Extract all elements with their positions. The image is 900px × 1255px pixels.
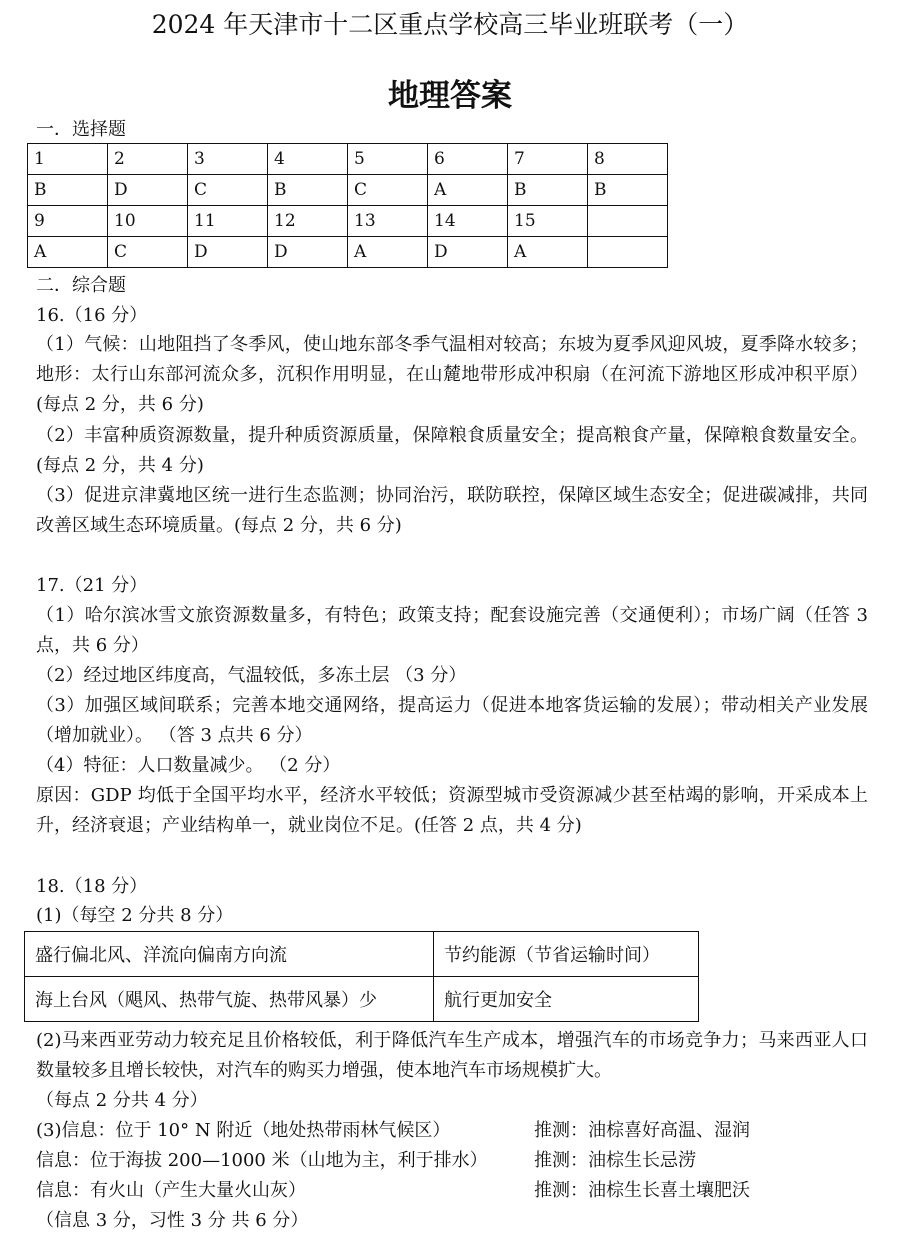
question-16-header: 16.（16 分） [36,305,148,326]
section-heading-comprehensive: 二．综合题 [36,275,126,296]
table-cell: 4 [268,144,348,175]
question-18-answer-3-score: （信息 3 分，习性 3 分 共 6 分） [36,1210,309,1231]
table-cell: B [588,175,668,206]
table-cell: B [508,175,588,206]
table-cell: 6 [428,144,508,175]
question-18-part-1-header: (1)（每空 2 分共 8 分） [36,905,234,926]
table-cell: D [188,237,268,268]
question-17-answer-2: （2）经过地区纬度高，气温较低，多冻土层 （3 分） [36,665,467,686]
table-row [28,206,668,237]
question-18-info-1: (3)信息：位于 10° N 附近（地处热带雨林气候区） [36,1120,451,1141]
table-row [28,144,668,175]
table-cell [588,237,668,268]
question-16-answer-1: （1）气候：山地阻挡了冬季风，使山地东部冬季气温相对较高；东坡为夏季风迎风坡，夏季降水较多；地形：太行山东部河流众多，沉积作用明显，在山麓地带形成冲积扇（在河流下游地区形成冲积平原）(每点 2 分，共 6 分) [36,334,868,415]
question-18-inference-2: 推测：油棕生长忌涝 [534,1150,696,1171]
question-18-answer-2: (2)马来西亚劳动力较充足且价格较低，利于降低汽车生产成本，增强汽车的市场竞争力；马来西亚人口数量较多且增长较快，对汽车的购买力增强，使本地汽车市场规模扩大。 [36,1030,868,1081]
table-cell: 2 [108,144,188,175]
question-18-info-2: 信息：位于海拔 200—1000 米（山地为主，利于排水） [36,1150,488,1171]
table-cell: C [188,175,268,206]
question-18-header: 18.（18 分） [36,876,148,897]
table-cell: 节约能源（节省运输时间） [434,932,699,977]
table-cell: 5 [348,144,428,175]
table-cell: 8 [588,144,668,175]
table-row [28,237,668,268]
question-18-info-3: 信息：有火山（产生大量火山灰） [36,1180,306,1201]
table-cell [588,206,668,237]
table-cell: C [108,237,188,268]
question-18-answer-2-score: （每点 2 分共 4 分） [36,1090,208,1111]
table-row [25,977,699,1022]
page-subtitle: 地理答案 [388,78,512,114]
question-16-answer-3: （3）促进京津冀地区统一进行生态监测；协同治污，联防联控，保障区域生态安全；促进碳减排，共同改善区域生态环境质量。(每点 2 分，共 6 分) [36,485,868,536]
table-cell: D [108,175,188,206]
table-cell: 盛行偏北风、洋流向偏南方向流 [25,932,434,977]
table-cell: D [428,237,508,268]
table-cell: C [348,175,428,206]
table-cell: 3 [188,144,268,175]
table-cell: 13 [348,206,428,237]
question-17-answer-5: 原因：GDP 均低于全国平均水平，经济水平较低；资源型城市受资源减少甚至枯竭的影响，开采成本上升，经济衰退；产业结构单一，就业岗位不足。(任答 2 点，共 4 分) [36,785,868,836]
multiple-choice-answer-table [27,143,668,268]
table-cell: 15 [508,206,588,237]
page-title: 2024 年天津市十二区重点学校高三毕业班联考（一） [151,10,749,39]
question-18-inference-1: 推测：油棕喜好高温、湿润 [534,1120,750,1141]
table-cell: 1 [28,144,108,175]
question-17-answer-3: （3）加强区域间联系；完善本地交通网络，提高运力（促进本地客货运输的发展）；带动相关产业发展（增加就业）。 （答 3 点共 6 分） [36,695,868,746]
question-17-header: 17.（21 分） [36,575,148,596]
table-cell: 14 [428,206,508,237]
table-cell: A [428,175,508,206]
question-17-answer-1: （1）哈尔滨冰雪文旅资源数量多，有特色；政策支持；配套设施完善（交通便利）；市场广阔（任答 3 点，共 6 分） [36,605,868,656]
table-row [28,175,668,206]
table-cell: B [268,175,348,206]
table-cell: A [28,237,108,268]
table-cell: 12 [268,206,348,237]
question-18-inference-3: 推测：油棕生长喜土壤肥沃 [534,1180,750,1201]
table-cell: 航行更加安全 [434,977,699,1022]
table-row [25,932,699,977]
table-cell: 11 [188,206,268,237]
section-heading-multiple-choice: 一．选择题 [36,119,126,140]
table-cell: A [508,237,588,268]
table-cell: 10 [108,206,188,237]
table-cell: 7 [508,144,588,175]
table-cell: B [28,175,108,206]
question-18-answer-table [24,931,699,1022]
table-cell: D [268,237,348,268]
question-17-answer-4: （4）特征：人口数量减少。 （2 分） [36,755,341,776]
table-cell: 9 [28,206,108,237]
table-cell: 海上台风（飓风、热带气旋、热带风暴）少 [25,977,434,1022]
question-16-answer-2: （2）丰富种质资源数量，提升种质资源质量，保障粮食质量安全；提高粮食产量，保障粮食数量安全。(每点 2 分，共 4 分) [36,425,868,476]
table-cell: A [348,237,428,268]
